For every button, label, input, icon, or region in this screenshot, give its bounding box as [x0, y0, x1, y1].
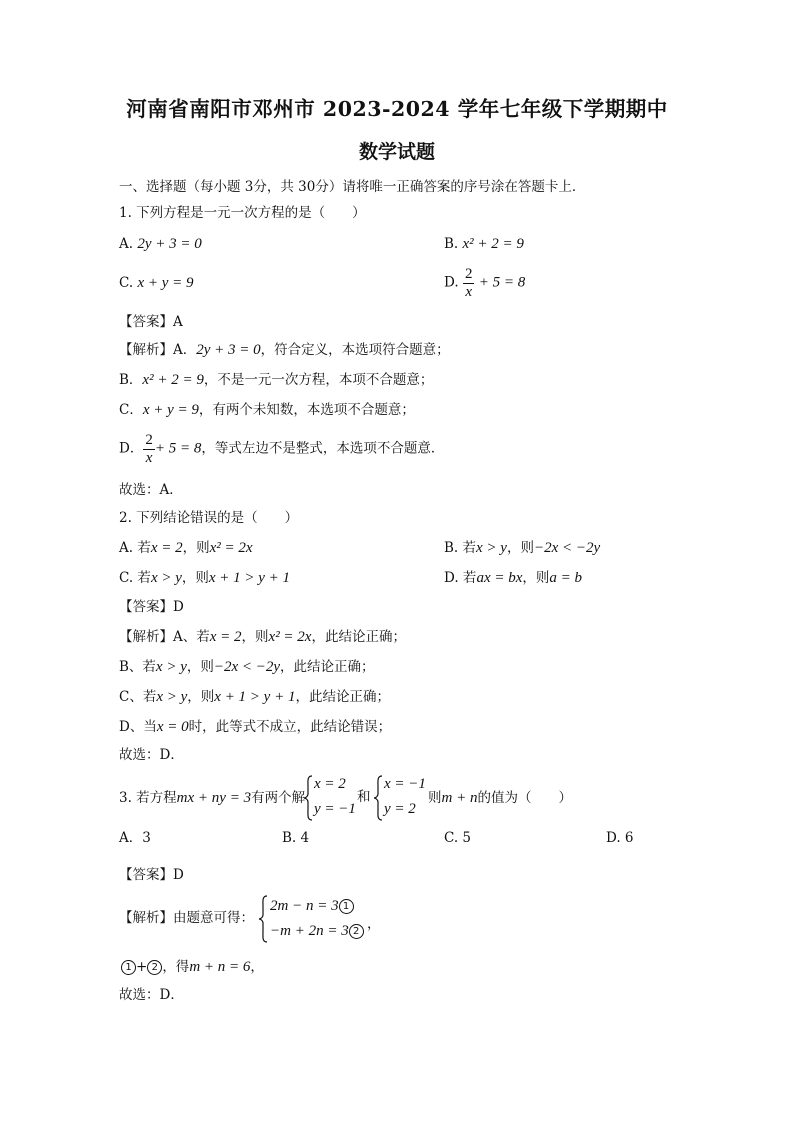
- numerator: 2: [145, 432, 153, 448]
- circled-number: 1: [339, 899, 354, 914]
- option-label: B.: [444, 236, 459, 252]
- q3-stem-and: 和: [357, 789, 371, 805]
- math-expression: 2m − n = 3: [270, 898, 339, 914]
- q1-option-a: [119, 237, 202, 252]
- circled-number: 2: [349, 924, 364, 939]
- fraction: [463, 266, 475, 300]
- option-label: A.: [119, 236, 134, 252]
- analysis-prefix: 【解析】A、若: [119, 629, 210, 645]
- q2-analysis-b: [119, 660, 375, 675]
- analysis-prefix: C．: [119, 402, 143, 418]
- math-expression: x > y: [150, 570, 182, 586]
- q2-choose: 故选：D．: [119, 747, 184, 763]
- stem-text: 有两个解: [251, 790, 306, 806]
- analysis-prefix: B、若: [119, 659, 156, 675]
- q2-option-b: [444, 541, 600, 556]
- left-brace-icon: [258, 895, 268, 943]
- page-subtitle: 数学试题: [358, 141, 435, 163]
- q1-choose: 故选：A．: [119, 482, 183, 498]
- left-brace-icon: [303, 775, 313, 821]
- option-label: C.: [119, 275, 134, 291]
- denominator: x: [145, 449, 153, 466]
- math-expression: a = b: [549, 570, 582, 586]
- analysis-text: 时，此等式不成立，此结论错误；: [188, 719, 392, 735]
- option-text: ，则: [181, 570, 209, 586]
- math-expression: m + n: [441, 790, 478, 806]
- q2-option-a: [119, 541, 253, 556]
- circled-number: 2: [147, 960, 162, 975]
- fraction: [143, 432, 155, 466]
- q2-option-d: [444, 571, 582, 586]
- math-expression: ax = bx: [476, 570, 523, 586]
- math-expression: x = 2: [209, 629, 242, 645]
- math-expression: x + y = 9: [142, 402, 199, 418]
- analysis-prefix: D．: [119, 440, 144, 457]
- analysis-text: ，此结论正确；: [280, 659, 375, 675]
- math-expression: x² + 2 = 9: [462, 236, 524, 252]
- q3-choose: 故选：D．: [119, 987, 184, 1003]
- math-expression: −2x < −2y: [533, 540, 601, 556]
- q2-option-c: [119, 571, 290, 586]
- math-expression: −2x < −2y: [213, 659, 281, 675]
- analysis-text: ，则: [241, 629, 269, 645]
- math-expression: x + 1 > y + 1: [208, 570, 291, 586]
- denominator: x: [465, 283, 473, 300]
- math-expression: m + n = 6: [189, 959, 251, 975]
- q3-stem-suffix: [428, 791, 572, 806]
- math-expression: x = 2: [150, 540, 183, 556]
- math-expression: + 5 = 8: [154, 440, 202, 457]
- analysis-text: ，不是一元一次方程，本项不合题意；: [203, 372, 434, 388]
- math-expression: 2y + 3 = 0: [196, 342, 261, 358]
- analysis-prefix: C、若: [119, 689, 157, 705]
- analysis-text: ，则: [186, 659, 214, 675]
- q1-option-b: [444, 237, 524, 252]
- math-expression: x = 0: [156, 719, 189, 735]
- q3-option-a: A．3: [119, 830, 151, 846]
- q1-answer: 【答案】A: [119, 314, 183, 330]
- analysis-text: ，有两个未知数，本选项不合题意；: [198, 402, 415, 418]
- analysis-prefix: 【解析】A．: [119, 342, 197, 358]
- math-expression: x² = 2x: [268, 629, 312, 645]
- analysis-text: ，: [250, 959, 264, 975]
- analysis-prefix: D、当: [119, 719, 157, 735]
- math-expression: x + 1 > y + 1: [214, 689, 296, 705]
- q1-analysis-a: [119, 343, 450, 358]
- q1-analysis-c: [119, 403, 415, 418]
- q2-analysis-c: [119, 690, 390, 705]
- q3-system-line1: [270, 899, 354, 914]
- q1-option-c: [119, 276, 194, 291]
- q3-analysis-prefix: 【解析】由题意可得：: [119, 910, 254, 926]
- math-expression: mx + ny = 3: [176, 790, 252, 806]
- math-expression: x² = 2x: [209, 540, 253, 556]
- option-text: ，则: [506, 540, 534, 556]
- circled-number: 1: [121, 960, 136, 975]
- math-expression: x > y: [155, 659, 187, 675]
- page-title: 河南省南阳市邓州市 2023-2024 学年七年级下学期期中: [126, 97, 668, 121]
- math-expression: x > y: [156, 689, 188, 705]
- math-expression: x > y: [476, 540, 507, 556]
- section-heading: 一、选择题（每小题 3分，共 30分）请将唯一正确答案的序号涂在答题卡上．: [119, 179, 586, 195]
- option-label: D.: [444, 274, 459, 291]
- q3-step: [121, 960, 264, 975]
- analysis-text: ，符合定义，本选项符合题意；: [260, 342, 450, 358]
- q3-system-line2: [270, 924, 364, 939]
- q3-option-c: C. 5: [444, 830, 472, 846]
- q2-stem: 2. 下列结论错误的是（ ）: [119, 510, 299, 526]
- option-label: B. 若: [444, 540, 477, 556]
- q2-analysis-a: [119, 630, 406, 645]
- analysis-text: ，则: [187, 689, 215, 705]
- q3-stem-prefix: [119, 791, 305, 806]
- q2-analysis-d: [119, 720, 391, 735]
- option-label: C. 若: [119, 570, 151, 586]
- numerator: 2: [464, 266, 473, 282]
- math-expression: x² + 2 = 9: [142, 372, 204, 388]
- stem-text: 则: [428, 790, 442, 806]
- analysis-text: ，得: [162, 959, 190, 975]
- analysis-text: ，此结论正确；: [295, 689, 390, 705]
- left-brace-icon: [373, 775, 383, 821]
- q3-solution1-line1: x = 2: [314, 776, 346, 792]
- q3-solution1-line2: y = −1: [314, 801, 356, 817]
- analysis-prefix: B．: [119, 372, 143, 388]
- q3-system-comma: ，: [367, 916, 381, 932]
- q3-option-b: B. 4: [282, 830, 310, 846]
- q3-solution2-line2: y = 2: [384, 801, 416, 817]
- q1-stem: 1. 下列方程是一元一次方程的是（ ）: [119, 205, 366, 221]
- operator: +: [136, 959, 148, 975]
- option-label: D. 若: [444, 570, 477, 586]
- math-expression: + 5 = 8: [478, 274, 526, 291]
- q2-answer: 【答案】D: [119, 599, 184, 615]
- math-expression: x + y = 9: [137, 275, 194, 291]
- option-text: ，则: [182, 540, 210, 556]
- math-expression: −m + 2n = 3: [270, 923, 349, 939]
- math-expression: 2y + 3 = 0: [137, 236, 202, 252]
- option-label: A. 若: [119, 540, 151, 556]
- stem-text: 3. 若方程: [119, 790, 177, 806]
- q1-option-d: [444, 266, 525, 300]
- q1-analysis-d: [119, 432, 444, 466]
- q3-option-d: D. 6: [606, 830, 634, 846]
- analysis-text: ，此结论正确；: [311, 629, 406, 645]
- q3-solution2-line1: x = −1: [384, 776, 426, 792]
- analysis-text: ，等式左边不是整式，本选项不合题意．: [201, 440, 445, 457]
- q3-answer: 【答案】D: [119, 867, 184, 883]
- q1-analysis-b: [119, 373, 433, 388]
- stem-text: 的值为（ ）: [477, 790, 572, 806]
- option-text: ，则: [522, 570, 550, 586]
